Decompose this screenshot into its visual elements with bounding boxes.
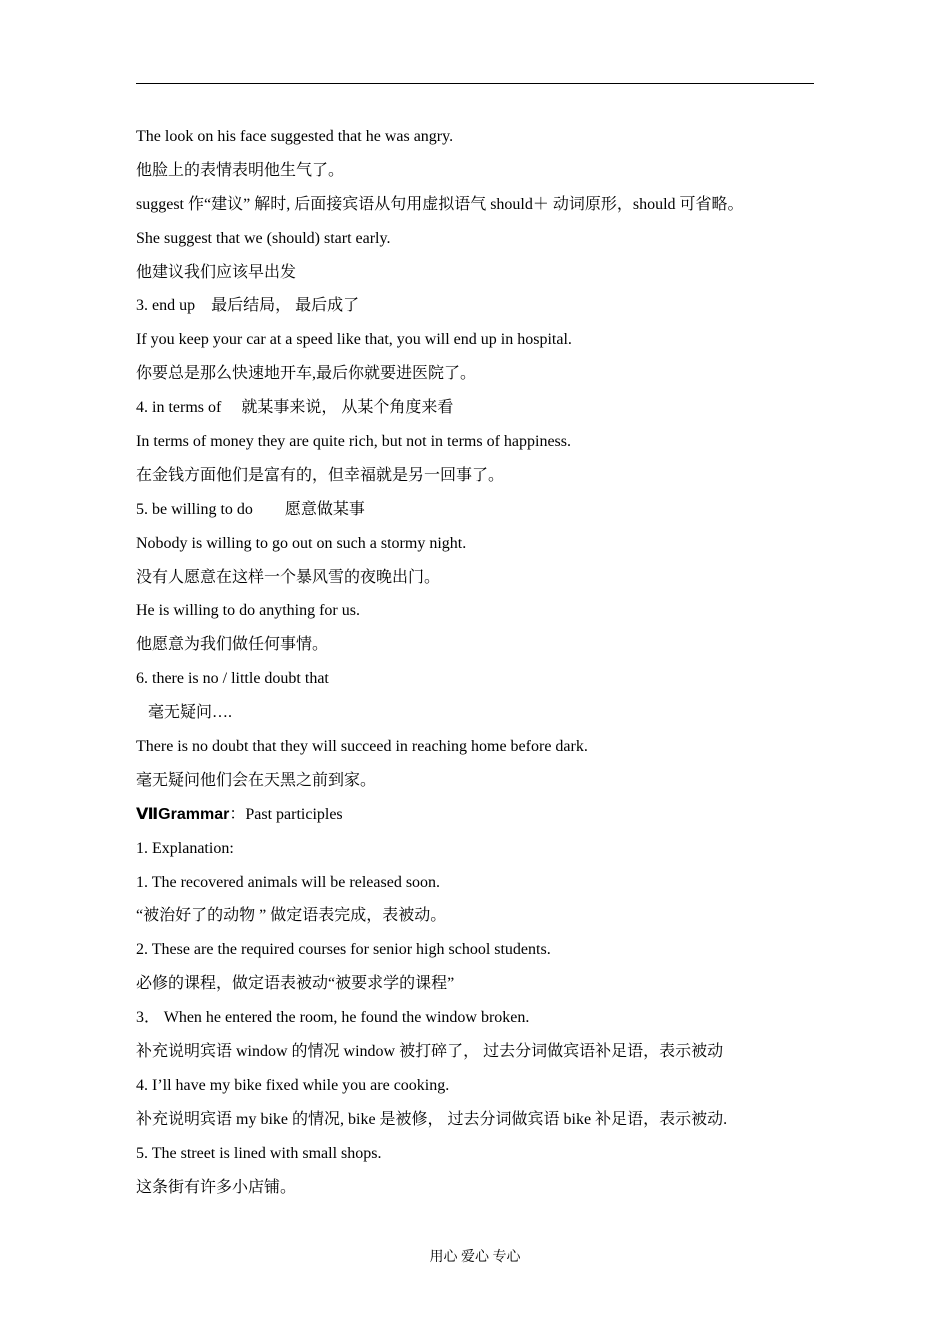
- text-line: 1. Explanation:: [136, 839, 234, 857]
- text-line: 你要总是那么快速地开车,最后你就要进医院了。: [136, 365, 477, 383]
- phrase-heading-there-is-no-doubt: 6. there is no / little doubt that: [136, 670, 329, 688]
- page-footer: 用心 爱心 专心: [429, 1250, 521, 1265]
- text-line: 必修的课程，做定语表被动“被要求学的课程”: [136, 975, 455, 993]
- phrase-heading-end-up: 3. end up 最后结局， 最后成了: [136, 297, 360, 315]
- text-line: 这条街有许多小店铺。: [136, 1178, 297, 1196]
- text-line: suggest 作“建议” 解时, 后面接宾语从句用虚拟语气 should＋ 动词原形，should 可省略。: [136, 195, 744, 213]
- text-line: There is no doubt that they will succeed in reaching home before dark.: [136, 738, 588, 756]
- text-line: 在金钱方面他们是富有的，但幸福就是另一回事了。: [136, 466, 505, 484]
- text-line: 补充说明宾语 window 的情况 window 被打碎了， 过去分词做宾语补足语，表示被动: [136, 1043, 724, 1061]
- phrase-heading-in-terms-of: 4. in terms of 就某事来说， 从某个角度来看: [136, 399, 454, 417]
- header-rule: [136, 83, 814, 84]
- text-line: He is willing to do anything for us.: [136, 602, 360, 620]
- grammar-heading-colon: ：: [229, 805, 246, 823]
- grammar-heading: [136, 802, 816, 836]
- grammar-heading-numeral: Ⅶ: [136, 805, 159, 823]
- document-body: [136, 124, 816, 1209]
- grammar-heading-subtitle: Past participles: [245, 805, 343, 823]
- text-line: 1. The recovered animals will be released soon.: [136, 873, 441, 891]
- text-line: If you keep your car at a speed like that, you will end up in hospital.: [136, 331, 572, 349]
- text-line: 他愿意为我们做任何事情。: [136, 636, 329, 654]
- text-line: 他建议我们应该早出发: [136, 263, 297, 281]
- text-line: In terms of money they are quite rich, but not in terms of happiness.: [136, 433, 572, 451]
- text-line: The look on his face suggested that he was angry.: [136, 128, 454, 145]
- text-line: 没有人愿意在这样一个暴风雪的夜晚出门。: [136, 568, 441, 586]
- text-line: 5. The street is lined with small shops.: [136, 1144, 382, 1162]
- text-line: 4. I’ll have my bike fixed while you are cooking.: [136, 1076, 450, 1094]
- text-line: She suggest that we (should) start early.: [136, 229, 391, 247]
- text-line: Nobody is willing to go out on such a stormy night.: [136, 534, 467, 552]
- text-line: 3． When he entered the room, he found the window broken.: [136, 1009, 530, 1027]
- text-line: “被治好了的动物 ” 做定语表完成，表被动。: [136, 907, 447, 925]
- text-line: 补充说明宾语 my bike 的情况, bike 是被修， 过去分词做宾语 bike 补足语，表示被动.: [136, 1110, 728, 1128]
- text-line: 毫无疑问他们会在天黑之前到家。: [136, 771, 377, 789]
- text-line: 他脸上的表情表明他生气了。: [136, 161, 345, 179]
- grammar-heading-title: Grammar: [158, 805, 230, 823]
- text-line: 2. These are the required courses for senior high school students.: [136, 941, 551, 959]
- phrase-heading-be-willing-to-do: 5. be willing to do 愿意做某事: [136, 500, 365, 518]
- text-line: 毫无疑问….: [148, 704, 233, 722]
